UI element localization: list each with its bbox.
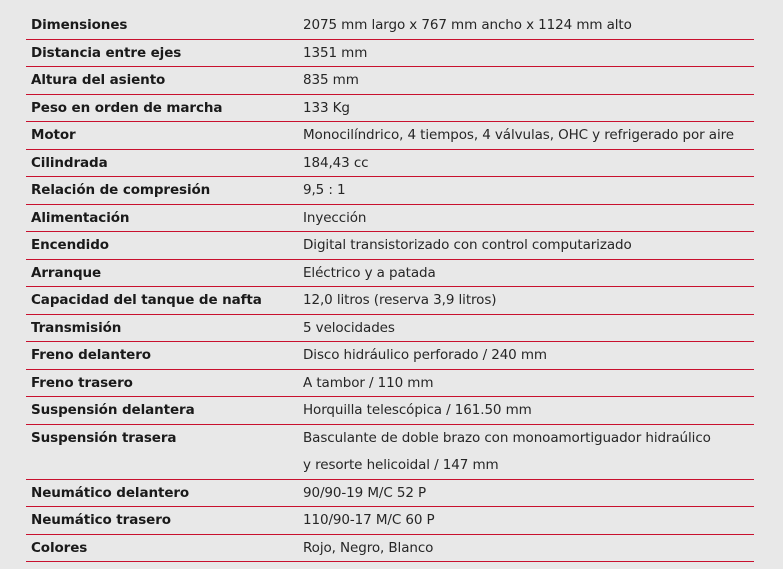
spec-value-line: 184,43 cc xyxy=(303,154,369,171)
spec-value xyxy=(299,397,754,424)
spec-row xyxy=(26,122,754,150)
spec-value xyxy=(299,370,754,397)
spec-row xyxy=(26,397,754,425)
spec-label: Distancia entre ejes xyxy=(31,44,182,61)
spec-row xyxy=(26,480,754,508)
spec-value xyxy=(299,67,754,94)
spec-label: Transmisión xyxy=(31,319,122,336)
specifications-table xyxy=(26,12,754,562)
spec-row xyxy=(26,177,754,205)
spec-label: Dimensiones xyxy=(31,17,128,33)
spec-label: Neumático delantero xyxy=(31,484,190,501)
spec-row xyxy=(26,425,754,480)
spec-value-line: 12,0 litros (reserva 3,9 litros) xyxy=(303,292,497,308)
spec-value-line: Basculante de doble brazo con monoamortiguador hidraúlico xyxy=(303,429,711,446)
spec-value xyxy=(299,12,754,39)
spec-value-line: 2075 mm largo x 767 mm ancho x 1124 mm alto xyxy=(303,17,632,33)
spec-value-line: Rojo, Negro, Blanco xyxy=(303,539,434,556)
spec-value-line: 133 Kg xyxy=(303,99,350,116)
spec-row xyxy=(26,507,754,535)
spec-value xyxy=(299,287,754,314)
spec-value-line: y resorte helicoidal / 147 mm xyxy=(303,456,499,473)
spec-label: Alimentación xyxy=(31,209,130,226)
spec-value xyxy=(299,425,754,479)
spec-row xyxy=(26,12,754,40)
spec-label: Colores xyxy=(31,539,88,556)
spec-value-line: Monocilíndrico, 4 tiempos, 4 válvulas, OHC y refrigerado por aire xyxy=(303,127,734,143)
spec-row xyxy=(26,205,754,233)
spec-value xyxy=(299,150,754,177)
spec-value xyxy=(299,205,754,232)
spec-value-line: Digital transistorizado con control computarizado xyxy=(303,237,632,253)
spec-label: Peso en orden de marcha xyxy=(31,99,223,116)
spec-label: Encendido xyxy=(31,237,109,253)
spec-value xyxy=(299,177,754,204)
spec-value-line: 90/90-19 M/C 52 P xyxy=(303,484,427,501)
spec-label: Freno delantero xyxy=(31,347,151,363)
spec-value xyxy=(299,232,754,259)
spec-value-line: 5 velocidades xyxy=(303,319,395,336)
spec-row xyxy=(26,95,754,123)
spec-value-line: Eléctrico y a patada xyxy=(303,264,436,281)
spec-value xyxy=(299,480,754,507)
spec-value xyxy=(299,507,754,534)
spec-value-line: A tambor / 110 mm xyxy=(303,374,434,391)
spec-row xyxy=(26,232,754,260)
spec-label: Arranque xyxy=(31,264,102,281)
spec-row xyxy=(26,370,754,398)
spec-label: Suspensión delantera xyxy=(31,402,195,418)
spec-row xyxy=(26,315,754,343)
spec-value-line: 9,5 : 1 xyxy=(303,182,346,198)
spec-value xyxy=(299,40,754,67)
spec-value xyxy=(299,315,754,342)
spec-value-line: Horquilla telescópica / 161.50 mm xyxy=(303,402,532,418)
spec-row xyxy=(26,150,754,178)
spec-row xyxy=(26,67,754,95)
spec-label: Relación de compresión xyxy=(31,182,211,198)
spec-value xyxy=(299,535,754,562)
spec-label: Cilindrada xyxy=(31,154,108,171)
spec-label: Freno trasero xyxy=(31,374,133,391)
spec-row xyxy=(26,535,754,563)
spec-row xyxy=(26,40,754,68)
spec-value-line: Disco hidráulico perforado / 240 mm xyxy=(303,347,547,363)
spec-row xyxy=(26,287,754,315)
spec-label: Motor xyxy=(31,127,76,143)
spec-row xyxy=(26,260,754,288)
spec-label: Altura del asiento xyxy=(31,72,166,88)
spec-value-line: 1351 mm xyxy=(303,44,368,61)
spec-label: Suspensión trasera xyxy=(31,429,177,446)
spec-row xyxy=(26,342,754,370)
spec-value xyxy=(299,122,754,149)
spec-value-line: 835 mm xyxy=(303,72,359,88)
spec-value xyxy=(299,260,754,287)
spec-value xyxy=(299,342,754,369)
spec-label: Capacidad del tanque de nafta xyxy=(31,292,262,308)
spec-value-line: Inyección xyxy=(303,209,367,226)
spec-value-line: 110/90-17 M/C 60 P xyxy=(303,512,435,528)
spec-value xyxy=(299,95,754,122)
spec-label: Neumático trasero xyxy=(31,512,171,528)
